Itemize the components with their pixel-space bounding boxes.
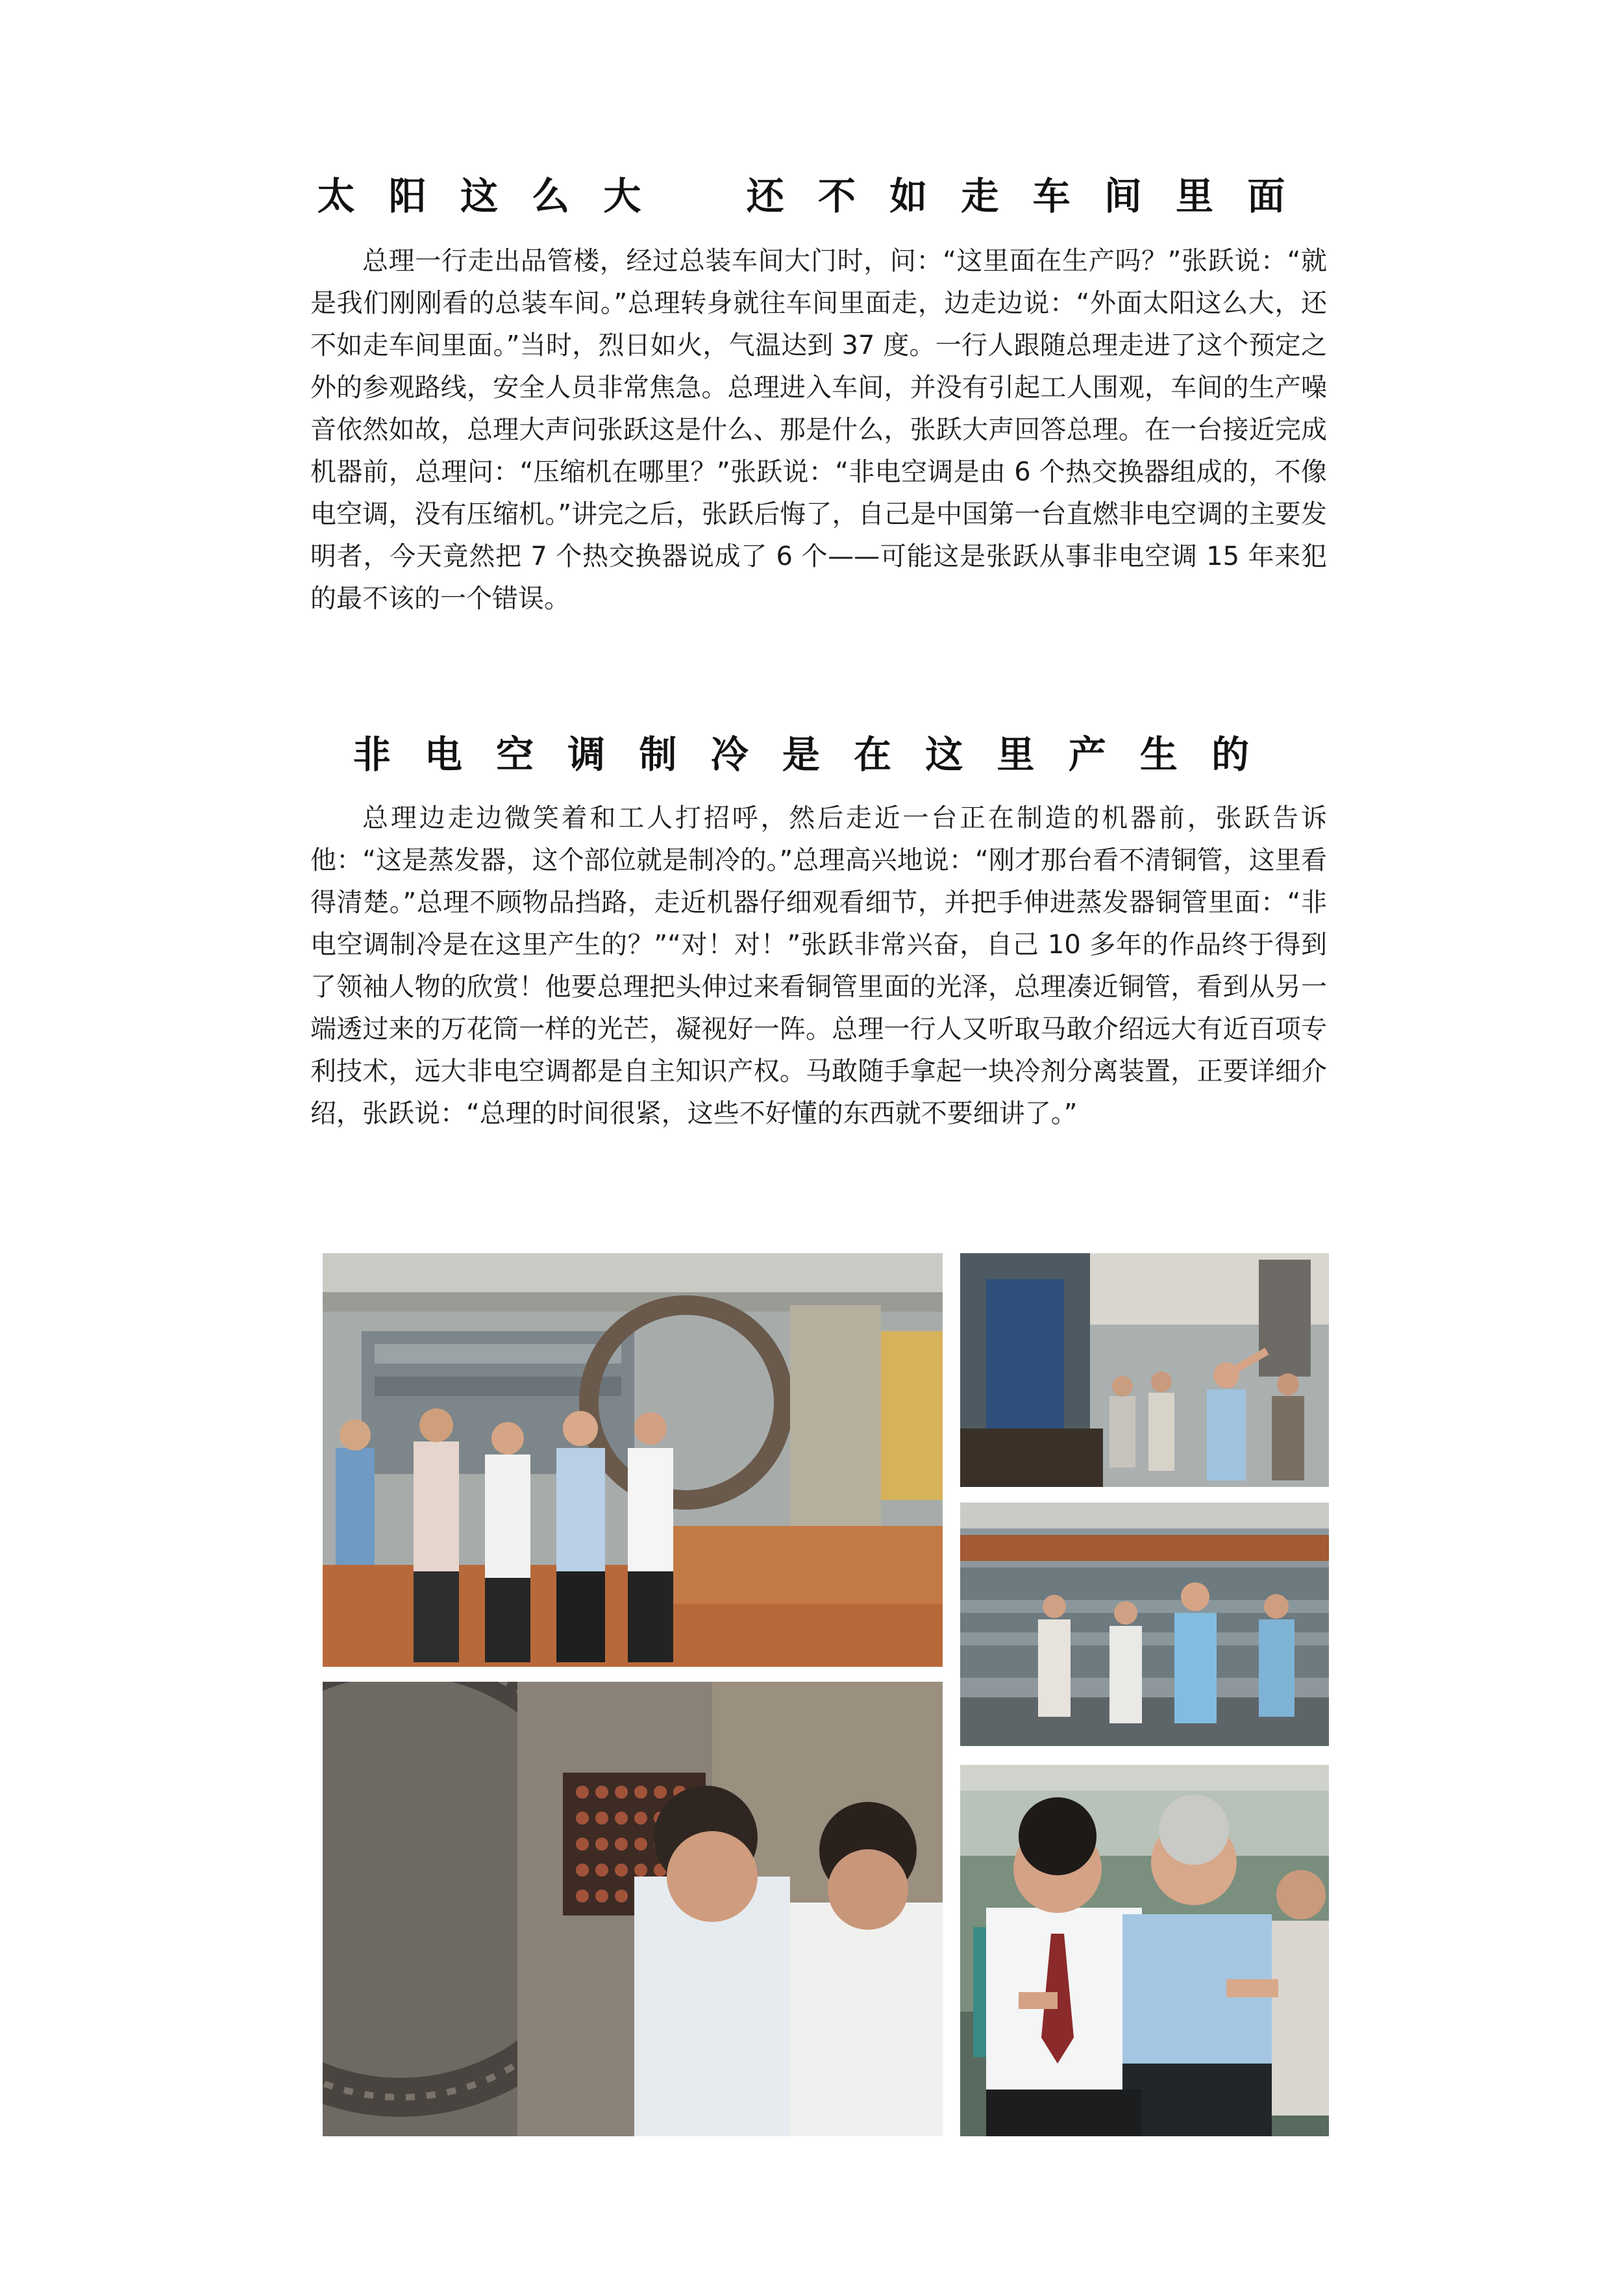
photo-closeup-explaining (960, 1765, 1329, 2136)
section-title-1: 太阳这么大 还不如走车间里面 (317, 174, 1319, 218)
photo-evaporator-copper-tubes (323, 1682, 943, 2136)
photo-machine-row-walk (960, 1503, 1329, 1746)
section-title-2: 非电空调制冷是在这里产生的 (353, 732, 1283, 777)
photo-workshop-walk-group (323, 1253, 943, 1667)
photo-workshop-pointing (960, 1253, 1329, 1487)
section-paragraph-1: 总理一行走出品管楼，经过总装车间大门时，问：“这里面在生产吗？”张跃说：“就是我们刚刚看的总装车间。”总理转身就往车间里面走，边走边说：“外面太阳这么大，还不如走车间里面。”当时，烈日如火，气温达到 37 度。一行人跟随总理走进了这个预定之外的参观路线，安全人员非常焦急。总理进入车间，并没有引起工人围观，车间的生产噪音依然如故，总理大声问张跃这是什么、那是什么，张跃大声回答总理。在一台接近完成机器前，总理问：“压缩机在哪里？”张跃说：“非电空调是由 6 个热交换器组成的，不像电空调，没有压缩机。”讲完之后，张跃后悔了，自己是中国第一台直燃非电空调的主要发明者，今天竟然把 7 个热交换器说成了 6 个——可能这是张跃从事非电空调 15 年来犯的最不该的一个错误。 (310, 246, 1327, 614)
section-paragraph-2: 总理边走边微笑着和工人打招呼，然后走近一台正在制造的机器前，张跃告诉他：“这是蒸发器，这个部位就是制冷的。”总理高兴地说：“刚才那台看不清铜管，这里看得清楚。”总理不顾物品挡路，走近机器仔细观看细节，并把手伸进蒸发器铜管里面：“非电空调制冷是在这里产生的？”“对！对！”张跃非常兴奋，自己 10 多年的作品终于得到了领袖人物的欣赏！他要总理把头伸过来看铜管里面的光泽，总理凑近铜管，看到从另一端透过来的万花筒一样的光芒，凝视好一阵。总理一行人又听取马敢介绍远大有近百项专利技术，远大非电空调都是自主知识产权。马敢随手拿起一块冷剂分离装置，正要详细介绍，张跃说：“总理的时间很紧，这些不好懂的东西就不要细讲了。” (310, 803, 1327, 1129)
